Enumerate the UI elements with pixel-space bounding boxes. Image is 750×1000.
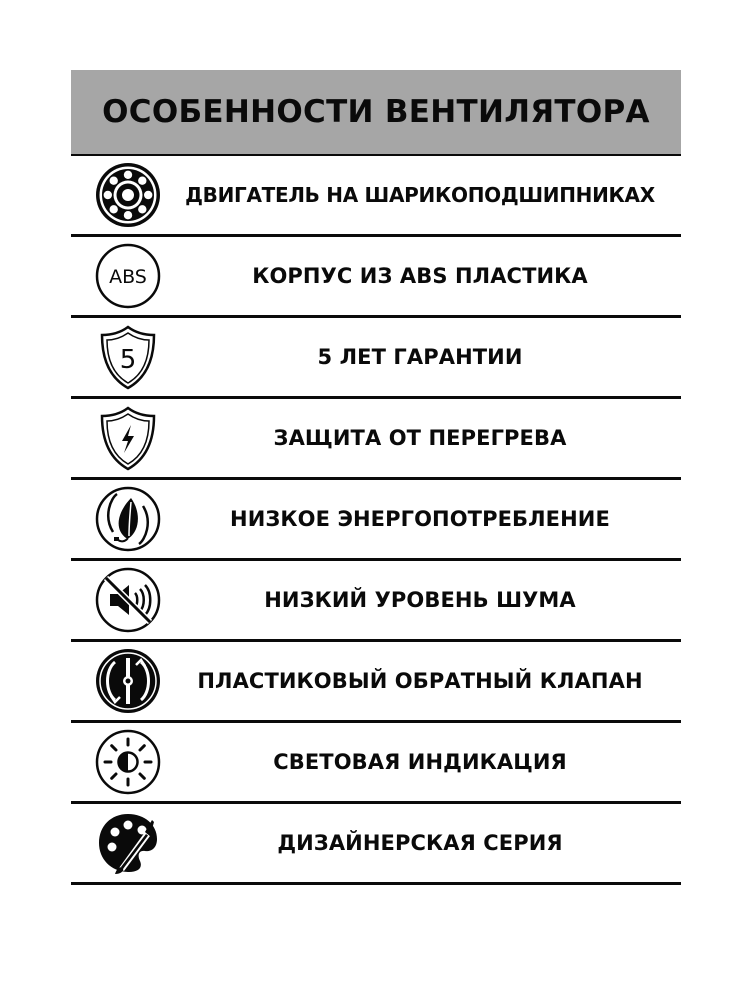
feature-label: 5 ЛЕТ ГАРАНТИИ — [317, 345, 523, 369]
page-title: ОСОБЕННОСТИ ВЕНТИЛЯТОРА — [102, 94, 650, 130]
feature-row-ball-bearing — [71, 156, 681, 237]
feature-row-light-indication — [71, 723, 681, 804]
light-indicator-icon — [93, 727, 163, 797]
feature-row-design-series — [71, 804, 681, 885]
features-sheet — [71, 70, 681, 885]
feature-label: ПЛАСТИКОВЫЙ ОБРАТНЫЙ КЛАПАН — [197, 669, 643, 693]
warranty-icon-text: 5 — [119, 345, 137, 375]
abs-plastic-icon — [93, 241, 163, 311]
feature-label: НИЗКИЙ УРОВЕНЬ ШУМА — [264, 588, 576, 612]
feature-row-abs-body — [71, 237, 681, 318]
warranty-shield-icon — [93, 322, 163, 392]
feature-label: НИЗКОЕ ЭНЕРГОПОТРЕБЛЕНИЕ — [230, 507, 610, 531]
feature-row-check-valve — [71, 642, 681, 723]
features-header — [71, 70, 681, 156]
feature-label: СВЕТОВАЯ ИНДИКАЦИЯ — [273, 750, 567, 774]
feature-row-warranty — [71, 318, 681, 399]
leaf-plug-icon — [93, 484, 163, 554]
feature-row-low-noise — [71, 561, 681, 642]
feature-row-overheat — [71, 399, 681, 480]
feature-row-low-energy — [71, 480, 681, 561]
lightning-shield-icon — [93, 403, 163, 473]
feature-label: ЗАЩИТА ОТ ПЕРЕГРЕВА — [273, 426, 567, 450]
muted-speaker-icon — [93, 565, 163, 635]
feature-label: ДИЗАЙНЕРСКАЯ СЕРИЯ — [277, 831, 563, 855]
design-palette-icon — [93, 808, 163, 878]
abs-icon-text: ABS — [109, 266, 147, 288]
check-valve-icon — [93, 646, 163, 716]
ball-bearing-icon — [93, 160, 163, 230]
feature-label: ДВИГАТЕЛЬ НА ШАРИКОПОДШИПНИКАХ — [185, 183, 655, 207]
feature-label: КОРПУС ИЗ ABS ПЛАСТИКА — [252, 264, 588, 288]
